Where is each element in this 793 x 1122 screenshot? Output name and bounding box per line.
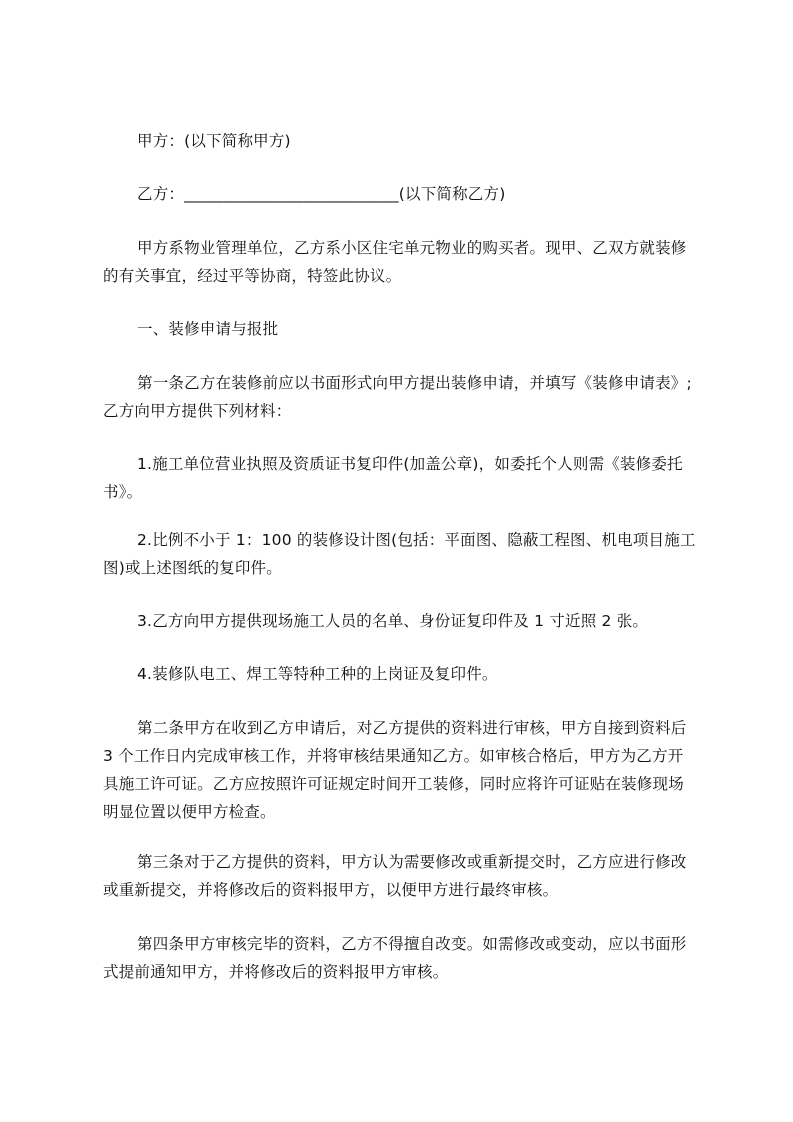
party-b-line: 乙方：___________________________(以下简称乙方) [137, 185, 506, 203]
intro-line-2: 的有关事宜，经过平等协商，特签此协议。 [103, 267, 402, 285]
article-1-line-2: 乙方向甲方提供下列材料： [103, 402, 292, 420]
article-3-line-1: 第三条对于乙方提供的资料，甲方认为需要修改或重新提交时，乙方应进行修改 [137, 853, 687, 871]
item-1-line-2: 书》。 [103, 483, 143, 501]
article-4-paragraph [103, 930, 703, 986]
item-4-line: 4.装修队电工、焊工等特种工种的上岗证及复印件。 [137, 665, 498, 683]
section-1-heading: 一、装修申请与报批 [137, 320, 279, 338]
article-1-line-1: 第一条乙方在装修前应以书面形式向甲方提出装修申请，并填写《装修申请表》; [137, 374, 692, 392]
item-2-line-2: 图)或上述图纸的复印件。 [103, 559, 282, 577]
article-4-line-1: 第四条甲方审核完毕的资料，乙方不得擅自改变。如需修改或变动，应以书面形 [137, 935, 687, 953]
article-3-paragraph [103, 848, 703, 904]
article-2-paragraph [103, 714, 703, 826]
intro-paragraph [103, 234, 703, 290]
article-2-line-2: 3 个工作日内完成审核工作，并将审核结果通知乙方。如审核合格后，甲方为乙方开 [103, 747, 684, 765]
item-2-line-1: 2.比例不小于 1：100 的装修设计图(包括：平面图、隐蔽工程图、机电项目施工 [137, 531, 696, 549]
article-2-line-4: 明显位置以便甲方检查。 [103, 803, 276, 821]
item-2-paragraph [103, 526, 703, 582]
item-1-paragraph [103, 450, 703, 506]
article-4-line-2: 式提前通知甲方，并将修改后的资料报甲方审核。 [103, 963, 449, 981]
intro-line-1: 甲方系物业管理单位，乙方系小区住宅单元物业的购买者。现甲、乙双方就装修 [137, 239, 687, 257]
article-2-line-3: 具施工许可证。乙方应按照许可证规定时间开工装修，同时应将许可证贴在装修现场 [103, 775, 684, 793]
article-2-line-1: 第二条甲方在收到乙方申请后，对乙方提供的资料进行审核，甲方自接到资料后 [137, 719, 687, 737]
item-1-line-1: 1.施工单位营业执照及资质证书复印件(加盖公章)，如委托个人则需《装修委托 [137, 455, 683, 473]
party-a-line: 甲方：(以下简称甲方) [137, 132, 291, 150]
article-3-line-2: 或重新提交，并将修改后的资料报甲方，以便甲方进行最终审核。 [103, 881, 559, 899]
item-3-line: 3.乙方向甲方提供现场施工人员的名单、身份证复印件及 1 寸近照 2 张。 [137, 612, 649, 630]
article-1-paragraph [103, 369, 703, 425]
